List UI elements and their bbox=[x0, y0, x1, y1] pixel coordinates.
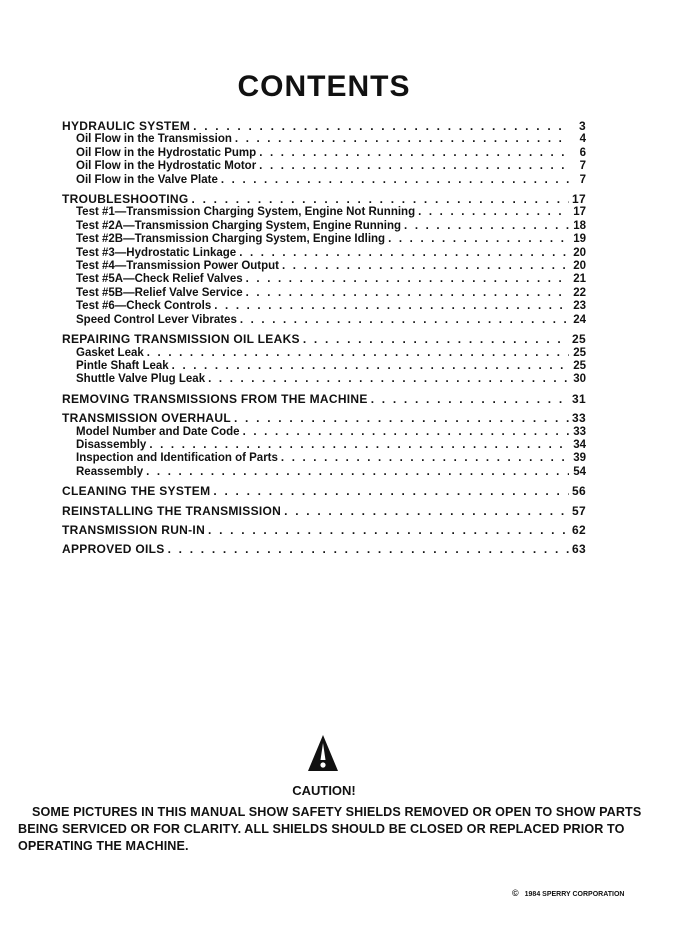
toc-entry bbox=[62, 287, 586, 300]
toc-section-heading-page: 25 bbox=[572, 332, 586, 347]
dot-leader bbox=[149, 439, 569, 452]
toc-entry-label: Test #2A—Transmission Charging System, Engine Running bbox=[76, 219, 402, 232]
toc-section bbox=[62, 120, 586, 187]
toc-entry-label: Test #5A—Check Relief Valves bbox=[76, 273, 243, 286]
toc-entry-label: Disassembly bbox=[76, 438, 147, 451]
toc-entry bbox=[62, 174, 586, 187]
toc-section bbox=[62, 393, 586, 406]
dot-leader bbox=[243, 426, 569, 439]
dot-leader bbox=[418, 206, 569, 219]
dot-leader bbox=[221, 174, 569, 187]
toc-section-heading bbox=[62, 543, 586, 556]
toc-section bbox=[62, 485, 586, 498]
toc-section-heading-label: REPAIRING TRANSMISSION OIL LEAKS bbox=[62, 332, 300, 347]
dot-leader bbox=[168, 543, 569, 556]
toc-entry bbox=[62, 466, 586, 479]
toc-entry bbox=[62, 220, 586, 233]
toc-entry-label: Gasket Leak bbox=[76, 346, 144, 359]
toc-entry-page: 20 bbox=[573, 246, 586, 259]
toc-section-heading-page: 62 bbox=[572, 522, 586, 537]
toc-section-heading-label: TRANSMISSION OVERHAUL bbox=[62, 411, 231, 426]
toc-entry bbox=[62, 206, 586, 219]
toc-entry-label: Shuttle Valve Plug Leak bbox=[76, 373, 206, 386]
toc-entry-label: Test #6—Check Controls bbox=[76, 300, 212, 313]
toc-section bbox=[62, 524, 586, 537]
warning-triangle-icon bbox=[306, 733, 340, 773]
caution-heading: CAUTION! bbox=[292, 783, 356, 798]
toc-section-heading bbox=[62, 505, 586, 518]
toc-section-heading bbox=[62, 412, 586, 425]
toc-section bbox=[62, 333, 586, 387]
toc-entry-page: 7 bbox=[579, 173, 586, 186]
toc-section-heading-page: 56 bbox=[572, 484, 586, 499]
toc-entry-label: Test #4—Transmission Power Output bbox=[76, 260, 279, 273]
toc-section bbox=[62, 193, 586, 327]
toc-section-heading-page: 17 bbox=[572, 192, 586, 207]
toc-section-heading bbox=[62, 524, 586, 537]
toc-entry-label: Oil Flow in the Hydrostatic Pump bbox=[76, 146, 257, 159]
toc-entry-page: 18 bbox=[573, 219, 586, 232]
toc-entry bbox=[62, 147, 586, 160]
toc-entry-page: 17 bbox=[573, 206, 586, 219]
toc-section bbox=[62, 543, 586, 556]
toc-section-heading-label: REMOVING TRANSMISSIONS FROM THE MACHINE bbox=[62, 391, 368, 406]
dot-leader bbox=[281, 452, 569, 465]
toc-section-heading-label: HYDRAULIC SYSTEM bbox=[62, 119, 191, 133]
toc-section-heading bbox=[62, 120, 586, 133]
toc-entry-label: Model Number and Date Code bbox=[76, 425, 240, 438]
dot-leader bbox=[240, 314, 569, 327]
toc-entry bbox=[62, 314, 586, 327]
toc-section-heading-page: 33 bbox=[572, 411, 586, 426]
toc-entry-page: 21 bbox=[573, 273, 586, 286]
dot-leader bbox=[193, 120, 569, 133]
dot-leader bbox=[147, 347, 569, 360]
dot-leader bbox=[284, 505, 569, 518]
toc-entry-page: 25 bbox=[573, 346, 586, 359]
toc-entry bbox=[62, 360, 586, 373]
dot-leader bbox=[213, 485, 569, 498]
toc-section-heading-page: 3 bbox=[579, 119, 586, 133]
toc-entry bbox=[62, 133, 586, 146]
toc-entry bbox=[62, 247, 586, 260]
toc-section-heading bbox=[62, 193, 586, 206]
toc-section-heading bbox=[62, 485, 586, 498]
toc-entry-page: 4 bbox=[579, 133, 586, 146]
toc-entry bbox=[62, 260, 586, 273]
toc-section-heading-label: REINSTALLING THE TRANSMISSION bbox=[62, 503, 282, 518]
toc-entry-page: 30 bbox=[573, 373, 586, 386]
toc-entry-page: 39 bbox=[573, 452, 586, 465]
caution-notice: SOME PICTURES IN THIS MANUAL SHOW SAFETY SHIELDS REMOVED OR OPEN TO SHOW PARTS BEING SERVICED OR FOR CLARITY. ALL SHIELDS SHOULD BE CLOSED OR REPLACED PRIOR TO OPERATING THE MACHINE. bbox=[18, 805, 642, 853]
dot-leader bbox=[259, 160, 569, 173]
dot-leader bbox=[246, 287, 569, 300]
dot-leader bbox=[208, 524, 569, 537]
toc-entry bbox=[62, 160, 586, 173]
dot-leader bbox=[234, 412, 569, 425]
dot-leader bbox=[192, 193, 570, 206]
toc-section-heading-label: CLEANING THE SYSTEM bbox=[62, 484, 211, 499]
toc-entry-label: Oil Flow in the Transmission bbox=[76, 133, 232, 146]
toc-entry bbox=[62, 273, 586, 286]
toc-section-heading-label: TROUBLESHOOTING bbox=[62, 192, 189, 207]
toc-entry-label: Oil Flow in the Hydrostatic Motor bbox=[76, 160, 257, 173]
page-title: CONTENTS bbox=[237, 70, 411, 103]
toc-section-heading-label: TRANSMISSION RUN-IN bbox=[62, 522, 206, 537]
toc-entry-label: Test #5B—Relief Valve Service bbox=[76, 286, 243, 299]
copyright-symbol: © bbox=[512, 888, 519, 898]
toc-entry bbox=[62, 439, 586, 452]
toc-section-heading bbox=[62, 393, 586, 406]
dot-leader bbox=[282, 260, 569, 273]
toc-section-heading-page: 31 bbox=[572, 391, 586, 406]
toc-entry-page: 33 bbox=[573, 425, 586, 438]
copyright-notice bbox=[512, 888, 624, 898]
toc-entry-page: 25 bbox=[573, 359, 586, 372]
dot-leader bbox=[246, 273, 569, 286]
toc-entry-page: 24 bbox=[573, 313, 586, 326]
dot-leader bbox=[235, 133, 569, 146]
toc-entry-label: Pintle Shaft Leak bbox=[76, 359, 169, 372]
dot-leader bbox=[239, 247, 569, 260]
dot-leader bbox=[214, 300, 569, 313]
dot-leader bbox=[303, 333, 569, 346]
toc-section-heading-page: 63 bbox=[572, 542, 586, 557]
dot-leader bbox=[208, 373, 569, 386]
toc-section bbox=[62, 505, 586, 518]
toc-entry-label: Oil Flow in the Valve Plate bbox=[76, 173, 218, 186]
copyright-text: 1984 SPERRY CORPORATION bbox=[524, 891, 625, 898]
dot-leader bbox=[404, 220, 569, 233]
toc-entry bbox=[62, 373, 586, 386]
toc-entry-page: 22 bbox=[573, 286, 586, 299]
toc-entry-page: 54 bbox=[573, 465, 586, 478]
toc-section bbox=[62, 412, 586, 479]
toc-entry bbox=[62, 347, 586, 360]
toc-entry bbox=[62, 426, 586, 439]
toc-section-heading bbox=[62, 333, 586, 346]
dot-leader bbox=[371, 393, 569, 406]
toc-entry-page: 34 bbox=[573, 438, 586, 451]
toc-entry-label: Speed Control Lever Vibrates bbox=[76, 313, 237, 326]
toc-entry bbox=[62, 452, 586, 465]
dot-leader bbox=[146, 466, 569, 479]
toc-entry-page: 23 bbox=[573, 300, 586, 313]
dot-leader bbox=[259, 147, 569, 160]
toc-entry bbox=[62, 233, 586, 246]
toc-entry-page: 19 bbox=[573, 233, 586, 246]
toc-entry-page: 7 bbox=[579, 160, 586, 173]
toc-entry-label: Test #1—Transmission Charging System, Engine Not Running bbox=[76, 206, 416, 219]
toc-entry bbox=[62, 300, 586, 313]
dot-leader bbox=[172, 360, 569, 373]
toc-entry-label: Inspection and Identification of Parts bbox=[76, 452, 278, 465]
toc-entry-label: Test #2B—Transmission Charging System, Engine Idling bbox=[76, 233, 386, 246]
table-of-contents bbox=[62, 120, 586, 563]
toc-entry-page: 20 bbox=[573, 260, 586, 273]
toc-entry-label: Reassembly bbox=[76, 465, 144, 478]
toc-entry-label: Test #3—Hydrostatic Linkage bbox=[76, 246, 237, 259]
dot-leader bbox=[388, 233, 569, 246]
toc-section-heading-label: APPROVED OILS bbox=[62, 542, 165, 557]
toc-entry-page: 6 bbox=[579, 146, 586, 159]
toc-section-heading-page: 57 bbox=[572, 503, 586, 518]
